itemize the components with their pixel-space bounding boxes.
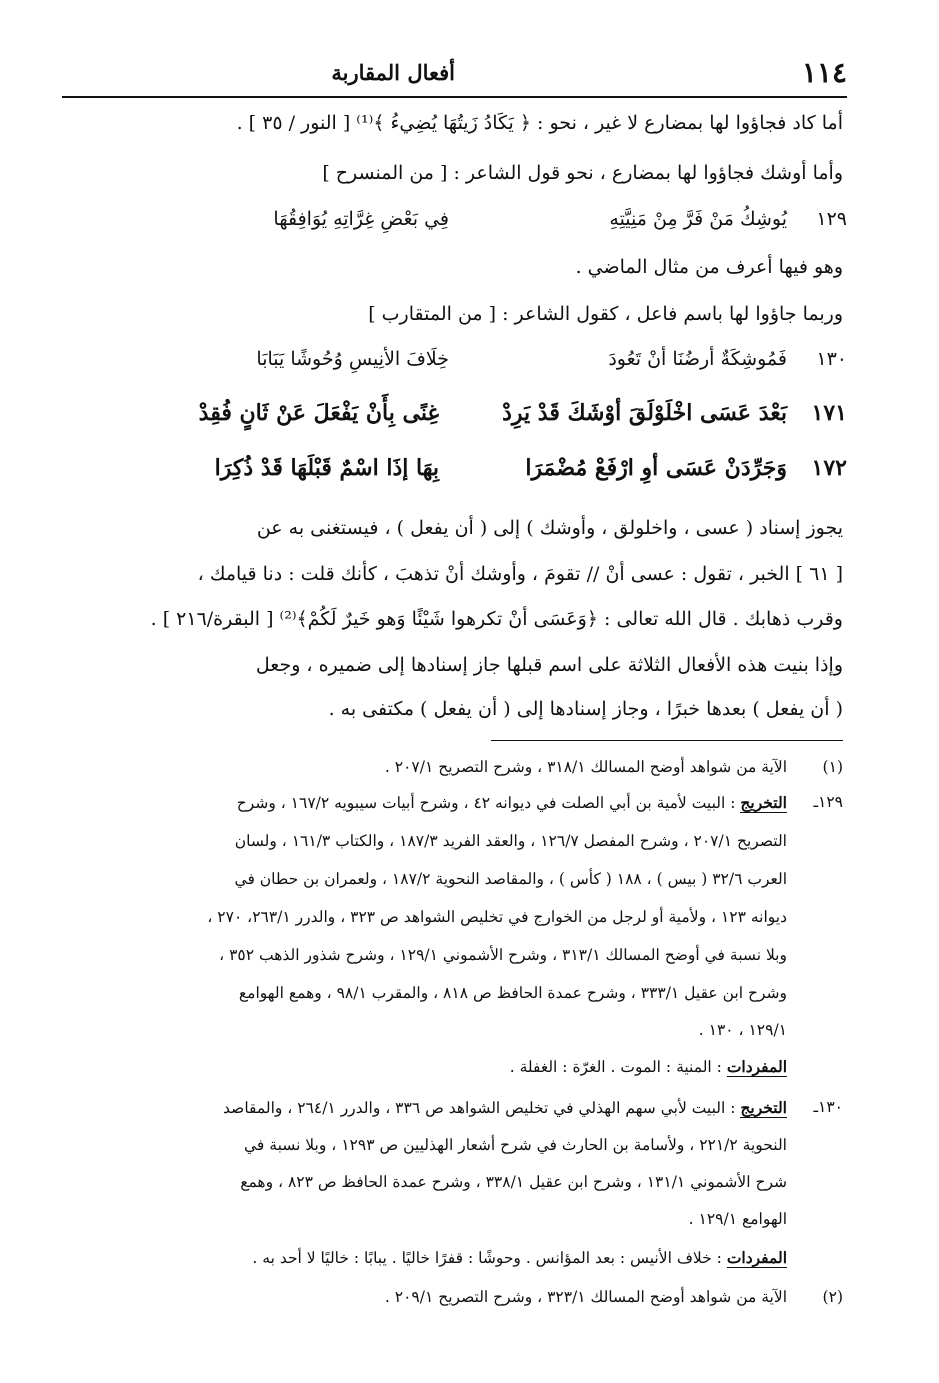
- footnote-text: شرح الأشموني ١٣١/١ ، وشرح ابن عقيل ٣٣٨/١ ، وشرح عمدة الحافظ ص ٨٢٣ ، وهمع: [240, 1173, 787, 1191]
- verse-number: ١٢٩: [816, 208, 847, 230]
- footnote-label: التخريج: [740, 793, 787, 812]
- footnote-text: العرب ٣٢/٦ ( بيس ) ، ١٨٨ ( كأس ) ، والمقاصد النحوية ١٨٧/٢ ، ولعمران بن حطان في: [234, 870, 787, 888]
- footnote-label: المفردات: [726, 1057, 787, 1076]
- footnote-text: الآية من شواهد أوضح المسالك ٣١٨/١ ، وشرح التصريح ٢٠٧/١ .: [384, 758, 787, 776]
- paragraph-line: وأما أوشك فجاؤوا لها بمضارع ، نحو قول الشاعر : [ من المنسرح ]: [322, 162, 843, 184]
- footnote-marker: ١٢٩ـ: [813, 793, 843, 811]
- verse-second-hemistich: بِهَا إذَا اسْمٌ قَبْلَهَا قَدْ ذُكِرَا: [214, 455, 439, 481]
- verse-second-hemistich: غِنًى بِأَنْ يَفْعَلَ عَنْ ثَانٍ فُقِدْ: [198, 400, 439, 426]
- paragraph-line: وهو فيها أعرف من مثال الماضي .: [575, 256, 843, 278]
- verse-second-hemistich: خِلَافَ الأنِيسِ وُحُوشًا يَبَابَا: [256, 348, 449, 370]
- footnote-text: وبلا نسبة في أوضح المسالك ٣١٣/١ ، وشرح الأشموني ١٢٩/١ ، وشرح شذور الذهب ٣٥٢ ،: [219, 946, 787, 964]
- verse-number: ١٧١: [811, 400, 847, 426]
- verse-first-hemistich: بَعْدَ عَسَى اخْلَوْلَقَ أوْشَكَ قَدْ يَرِدْ: [502, 400, 787, 426]
- verse-first-hemistich: فَمُوشِكَةٌ أرضُنَا أنْ تَعُودَ: [608, 348, 787, 370]
- footnote-marker: (٢): [822, 1288, 843, 1306]
- footnote-marker: ١٣٠ـ: [813, 1098, 843, 1116]
- footnote-text: الهوامع ١٢٩/١ .: [688, 1210, 787, 1228]
- paragraph-line: ( أن يفعل ) بعدها خبرًا ، وجاز إسنادها إلى ( أن يفعل ) مكتفى به .: [328, 698, 843, 720]
- paragraph-line: وقرب ذهابك . قال الله تعالى : ﴿وَعَسَى أنْ تكرهوا شَيْئًا وَهو خَيرٌ لَكُمْ﴾⁽²⁾ [ البقرة/٢١٦ ] .: [150, 608, 843, 630]
- paragraph-line: يجوز إسناد ( عسى ، واخلولق ، وأوشك ) إلى ( أن يفعل ) ، فيستغنى به عن: [256, 517, 843, 539]
- footnote-text: ديوانه ١٢٣ ، ولأمية أو لرجل من الخوارج في تخليص الشواهد ص ٣٢٣ ، والدرر ٢٦٣/١، ٢٧٠ ،: [207, 908, 787, 926]
- footnote-text: الآية من شواهد أوضح المسالك ٣٢٣/١ ، وشرح التصريح ٢٠٩/١ .: [384, 1288, 787, 1306]
- footnote-text: النحوية ٢٢١/٢ ، ولأسامة بن الحارث في شرح أشعار الهذليين ص ١٢٩٣ ، وبلا نسبة في: [244, 1136, 787, 1154]
- footnote-separator: [491, 740, 843, 741]
- footnote-text: ١٢٩/١ ، ١٣٠ .: [698, 1021, 787, 1039]
- paragraph-line: وربما جاؤوا لها باسم فاعل ، كقول الشاعر : [ من المتقارب ]: [368, 303, 843, 325]
- paragraph-line: وإذا بنيت هذه الأفعال الثلاثة على اسم قبلها جاز إسنادها إلى ضميره ، وجعل: [255, 654, 843, 676]
- verse-first-hemistich: يُوشِكُ مَنْ فَرَّ مِنْ مَنِيَّتِهِ: [609, 208, 787, 230]
- page-header: [62, 52, 847, 98]
- verse-first-hemistich: وَجَرِّدَنْ عَسَى أوِ ارْفَعْ مُضْمَرَا: [525, 455, 787, 481]
- running-title: أفعال المقاربة: [331, 60, 455, 85]
- footnote-label: المفردات: [726, 1248, 787, 1267]
- footnote-text: : المنية : الموت . الغرّة : الغفلة .: [509, 1058, 722, 1076]
- footnote-text: : البيت لأبي سهم الهذلي في تخليص الشواهد ص ٣٣٦ ، والدرر ٢٦٤/١ ، والمقاصد: [223, 1099, 736, 1117]
- paragraph-line: أما كاد فجاؤوا لها بمضارع لا غير ، نحو : ﴿ يَكَادُ زَيتُهَا يُضِيءُ ﴾⁽¹⁾ [ النور / ٣٥ ] .: [236, 112, 843, 134]
- page-number: ١١٤: [801, 56, 847, 89]
- footnote-label: التخريج: [740, 1098, 787, 1117]
- verse-number: ١٧٢: [811, 455, 847, 481]
- footnote-text: التصريح ٢٠٧/١ ، وشرح المفصل ١٢٦/٧ ، والعقد الفريد ١٨٧/٣ ، والكتاب ١٦١/٣ ، ولسان: [234, 832, 787, 850]
- paragraph-line: [ ٦١ ] الخبر ، تقول : عسى أنْ // تقومَ ، وأوشك أنْ تذهبَ ، كأنك قلت : دنا قيامك ،: [197, 563, 843, 585]
- footnote-text: : خلاف الأنيس : بعد المؤانس . وحوشًا : قفرًا خاليًا . يبابًا : خاليًا لا أحد به .: [252, 1249, 722, 1267]
- verse-second-hemistich: فِي بَعْضِ غِرَّاتِهِ يُوَافِقُهَا: [273, 208, 449, 230]
- footnote-text: : البيت لأمية بن أبي الصلت في ديوانه ٤٢ ، وشرح أبيات سيبويه ١٦٧/٢ ، وشرح: [236, 794, 736, 812]
- footnote-text: وشرح ابن عقيل ٣٣٣/١ ، وشرح عمدة الحافظ ص ٨١٨ ، والمقرب ٩٨/١ ، وهمع الهوامع: [238, 984, 787, 1002]
- footnote-marker: (١): [822, 758, 843, 776]
- verse-number: ١٣٠: [816, 348, 847, 370]
